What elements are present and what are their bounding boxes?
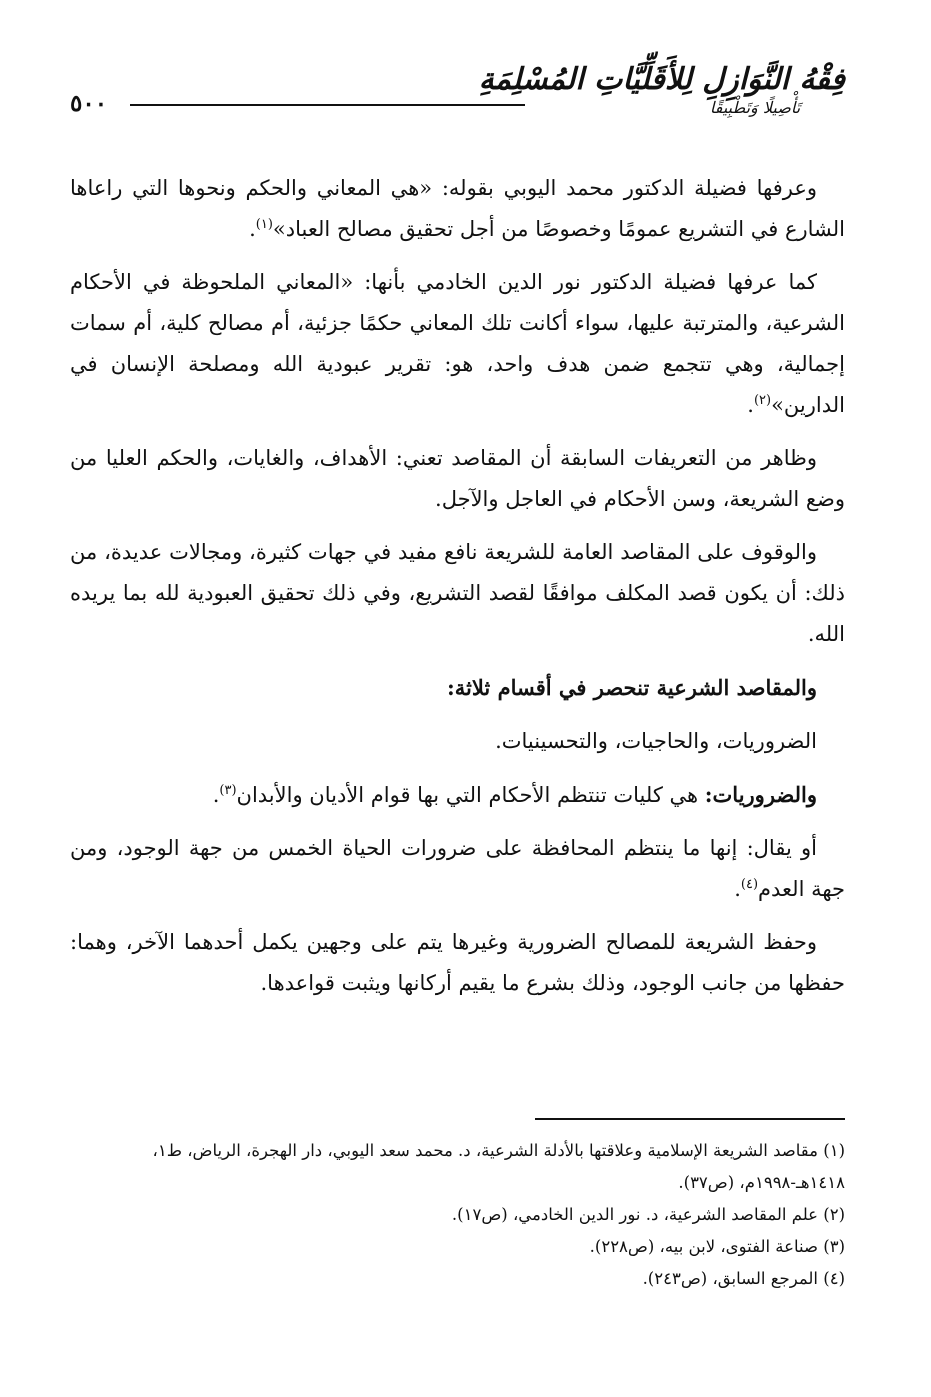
footnote-ref-1: (١): [255, 217, 273, 232]
footnote-1: (١) مقاصد الشريعة الإسلامية وعلاقتها بالأدلة الشرعية، د. محمد سعد اليوبي، دار الهجرة، الرياض، ط١، ١٤١٨هـ-١٩٩٨م، (ص٣٧).: [152, 1141, 845, 1192]
paragraph-4: والوقوف على المقاصد العامة للشريعة نافع مفيد في جهات كثيرة، ومجالات عديدة، من ذلك: أن يكون قصد المكلف موافقًا لقصد التشريع، وفي ذلك تحقيق العبودية لله بما يريده الله.: [70, 540, 845, 646]
footnote-2: (٢) علم المقاصد الشرعية، د. نور الدين الخادمي، (ص١٧).: [451, 1205, 845, 1224]
book-subtitle: تَأْصِيلًا وَتَطْبِيقًا: [709, 98, 801, 117]
footnote-rule: [535, 1118, 845, 1120]
paragraph-7: [70, 774, 845, 816]
heading-text: والمقاصد الشرعية تنحصر في أقسام ثلاثة:: [447, 675, 817, 700]
paragraph-text: وعرفها فضيلة الدكتور محمد اليوبي بقوله: «هي المعاني والحكم ونحوها التي راعاها الشارع في التشريع عمومًا وخصوصًا من أجل تحقيق مصالح العباد»: [70, 176, 845, 241]
paragraph-end: .: [249, 217, 256, 241]
paragraph-3: وظاهر من التعريفات السابقة أن المقاصد تعني: الأهداف، والغايات، والحكم العليا من وضع الشريعة، وسن الأحكام في العاجل والآجل.: [70, 446, 845, 511]
page-body: [70, 168, 845, 1016]
header-rule: [130, 104, 525, 106]
book-title-block: [478, 62, 845, 118]
paragraph-6: الضروريات، والحاجيات، والتحسينيات.: [495, 729, 817, 753]
page-number: ٥٠٠: [70, 90, 108, 117]
footnote-ref-3: (٣): [219, 783, 237, 798]
paragraph-8: [70, 828, 845, 910]
paragraph-end: .: [212, 783, 220, 807]
paragraph-end: .: [747, 393, 754, 417]
paragraph-2: [70, 262, 845, 426]
paragraph-end: .: [734, 877, 741, 901]
paragraph-text: أو يقال: إنها ما ينتظم المحافظة على ضرورات الحياة الخمس من جهة الوجود، ومن جهة العدم: [70, 836, 845, 901]
paragraph-9: وحفظ الشريعة للمصالح الضرورية وغيرها يتم على وجهين يكمل أحدهما الآخر، وهما: حفظها من جانب الوجود، وذلك بشرع ما يقيم أركانها ويثبت قواعدها.: [70, 930, 845, 995]
term-bold: والضروريات:: [704, 782, 817, 807]
footnote-ref-4: (٤): [740, 877, 759, 892]
book-title: فِقْهُ النَّوَازِلِ لِلأَقَلِّيَّاتِ المُسْلِمَةِ: [478, 62, 845, 97]
paragraph-1: [70, 168, 845, 250]
page-header: [70, 60, 845, 135]
book-page: [70, 60, 845, 1370]
paragraph-text: هي كليات تنتظم الأحكام التي بها قوام الأديان والأبدان: [236, 783, 705, 807]
footnotes: [70, 1135, 845, 1295]
paragraph-text: كما عرفها فضيلة الدكتور نور الدين الخادمي بأنها: «المعاني الملحوظة في الأحكام الشرعية، والمترتبة عليها، سواء أكانت تلك المعاني حكمًا جزئية، أم مصالح كلية، أم سمات إجمالية، وهي تتجمع ضمن هدف واحد، هو: تقرير عبودية الله ومصلحة الإنسان في الدارين»: [70, 270, 845, 417]
footnote-ref-2: (٢): [753, 393, 772, 408]
footnote-3: (٣) صناعة الفتوى، لابن بيه، (ص٢٢٨).: [589, 1237, 845, 1256]
footnote-4: (٤) المرجع السابق، (ص٢٤٣).: [642, 1269, 845, 1288]
section-heading: [70, 667, 845, 709]
